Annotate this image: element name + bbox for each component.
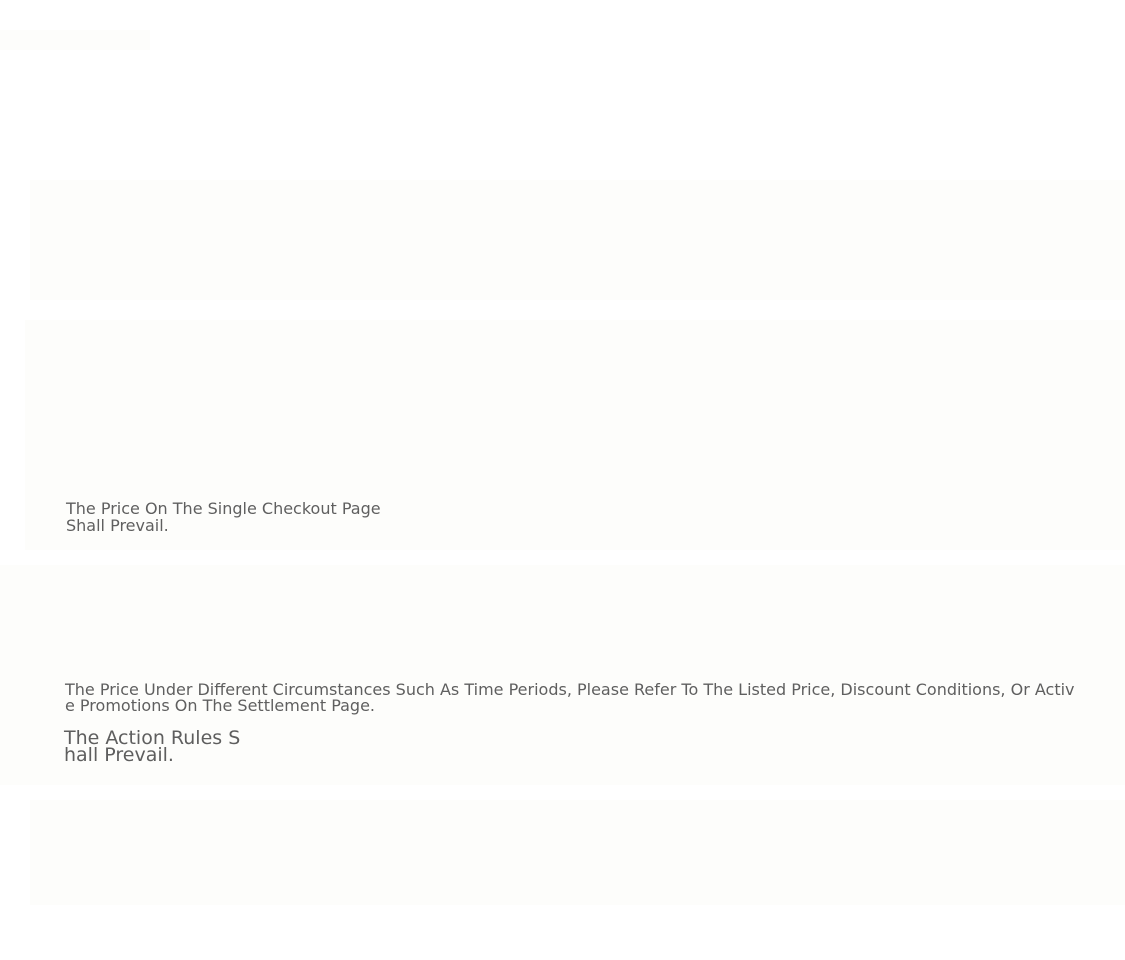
background-band (30, 180, 1125, 300)
merchant-detail-text-3b: e Promotions On The Settlement Page. (65, 696, 376, 715)
unmarked-price-text-3a: The Price On The Single Checkout Page (66, 499, 381, 518)
merchant-detail-text-3 (65, 682, 1075, 714)
background-band (30, 800, 1125, 905)
merchant-detail-text-3a: The Price Under Different Circumstances Such As Time Periods, Please Refer To The Listed Price, Discount Conditions, Or Activ (65, 680, 1075, 699)
merchant-detail-text-4b: hall Prevail. (64, 744, 174, 767)
merchant-detail-text-4 (64, 727, 241, 767)
background-band (0, 30, 150, 50)
merchant-detail-text-4a: The Action Rules S (64, 727, 241, 749)
unmarked-price-text-3 (66, 501, 381, 535)
unmarked-price-text-3b: Shall Prevail. (66, 515, 169, 535)
